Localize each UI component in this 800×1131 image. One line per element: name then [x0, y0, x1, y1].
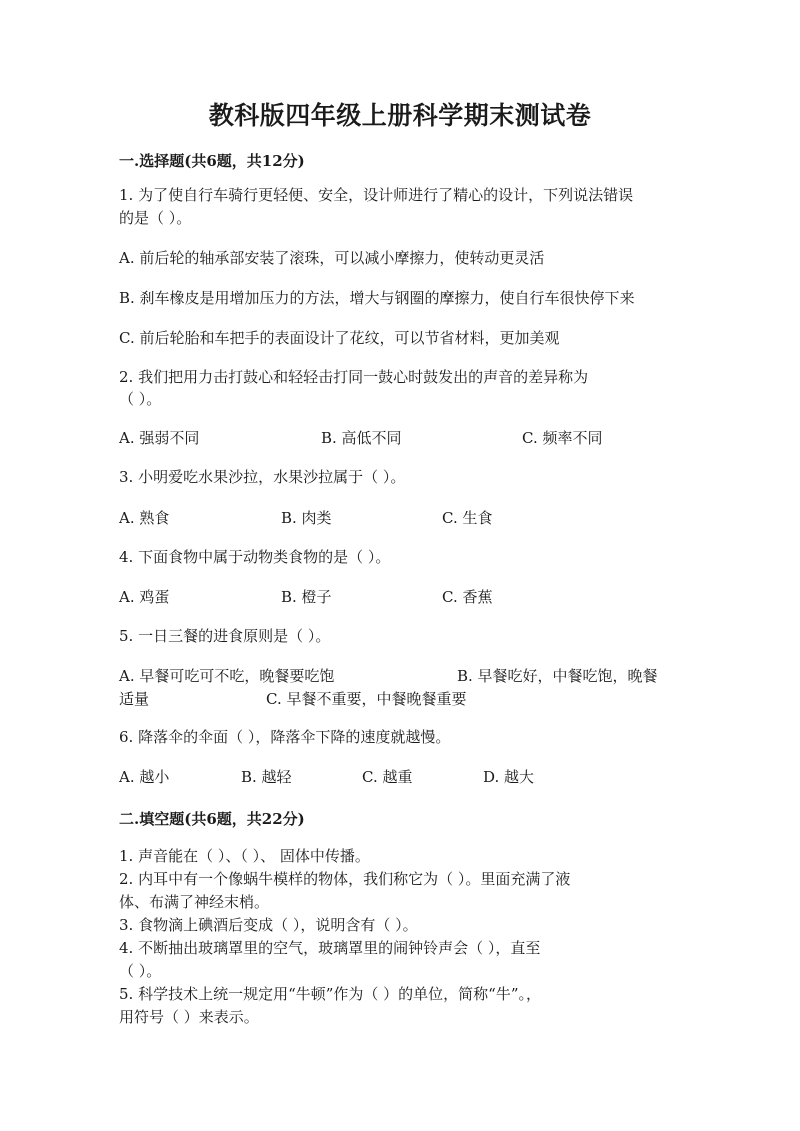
question-4-option-b: B. 橙子 — [281, 588, 332, 606]
fill-4-line-2: （ ）。 — [119, 962, 162, 980]
fill-5-line-2: 用符号（ ）来表示。 — [119, 1008, 259, 1026]
fill-2-line-1: 2. 内耳中有一个像蜗牛模样的物体，我们称它为（ ）。里面充满了液 — [119, 870, 571, 888]
question-4-line-1: 4. 下面食物中属于动物类食物的是（ ）。 — [119, 548, 391, 566]
question-2-option-a: A. 强弱不同 — [119, 429, 200, 447]
question-2-option-b: B. 高低不同 — [321, 429, 402, 447]
fill-3: 3. 食物滴上碘酒后变成（ ），说明含有（ ）。 — [119, 916, 418, 934]
question-1-option-c: C. 前后轮胎和车把手的表面设计了花纹，可以节省材料，更加美观 — [119, 329, 560, 347]
section-heading-choice: 一.选择题(共6题，共12分) — [119, 152, 305, 170]
question-6-option-b: B. 越轻 — [241, 768, 292, 786]
question-2-line-1: 2. 我们把用力击打鼓心和轻轻击打同一鼓心时鼓发出的声音的差异称为 — [119, 368, 589, 386]
question-6-option-a: A. 越小 — [119, 768, 170, 786]
fill-4-line-1: 4. 不断抽出玻璃罩里的空气，玻璃罩里的闹钟铃声会（ ），直至 — [119, 939, 541, 957]
question-3-option-a: A. 熟食 — [119, 509, 170, 527]
question-3-option-b: B. 肉类 — [281, 509, 332, 527]
question-3-option-c: C. 生食 — [442, 509, 493, 527]
question-2-line-2: （ ）。 — [119, 390, 162, 408]
question-4-option-a: A. 鸡蛋 — [119, 588, 170, 606]
question-1-option-b: B. 刹车橡皮是用增加压力的方法，增大与钢圈的摩擦力，使自行车很快停下来 — [119, 289, 635, 307]
fill-1: 1. 声音能在（ ）、（ ）、 固体中传播。 — [119, 847, 370, 865]
question-3-line-1: 3. 小明爱吃水果沙拉，水果沙拉属于（ ）。 — [119, 468, 406, 486]
question-5-option-b-continued: 适量 — [119, 690, 150, 708]
question-6-option-d: D. 越大 — [483, 768, 535, 786]
question-2-option-c: C. 频率不同 — [522, 429, 603, 447]
question-1-line-2: 的是（ ）。 — [119, 209, 192, 227]
page-title: 教科版四年级上册科学期末测试卷 — [208, 101, 592, 130]
question-1-line-1: 1. 为了使自行车骑行更轻便、安全，设计师进行了精心的设计，下列说法错误 — [119, 186, 634, 204]
question-5-option-a: A. 早餐可吃可不吃，晚餐要吃饱 — [119, 667, 335, 685]
question-5-line-1: 5. 一日三餐的进食原则是（ ）。 — [119, 627, 331, 645]
question-6-line-1: 6. 降落伞的伞面（ ），降落伞下降的速度就越慢。 — [119, 728, 451, 746]
question-5-option-c: C. 早餐不重要，中餐晚餐重要 — [266, 690, 467, 708]
question-4-option-c: C. 香蕉 — [442, 588, 493, 606]
question-1-option-a: A. 前后轮的轴承部安装了滚珠，可以减小摩擦力，使转动更灵活 — [119, 249, 545, 267]
fill-2-line-2: 体、布满了神经末梢。 — [119, 893, 270, 911]
question-5-option-b: B. 早餐吃好，中餐吃饱，晚餐 — [457, 667, 658, 685]
question-6-option-c: C. 越重 — [362, 768, 413, 786]
section-heading-fill-in: 二.填空题(共6题，共22分) — [119, 810, 305, 828]
fill-5-line-1: 5. 科学技术上统一规定用“牛顿”作为（ ）的单位，简称“牛”。， — [119, 985, 542, 1003]
